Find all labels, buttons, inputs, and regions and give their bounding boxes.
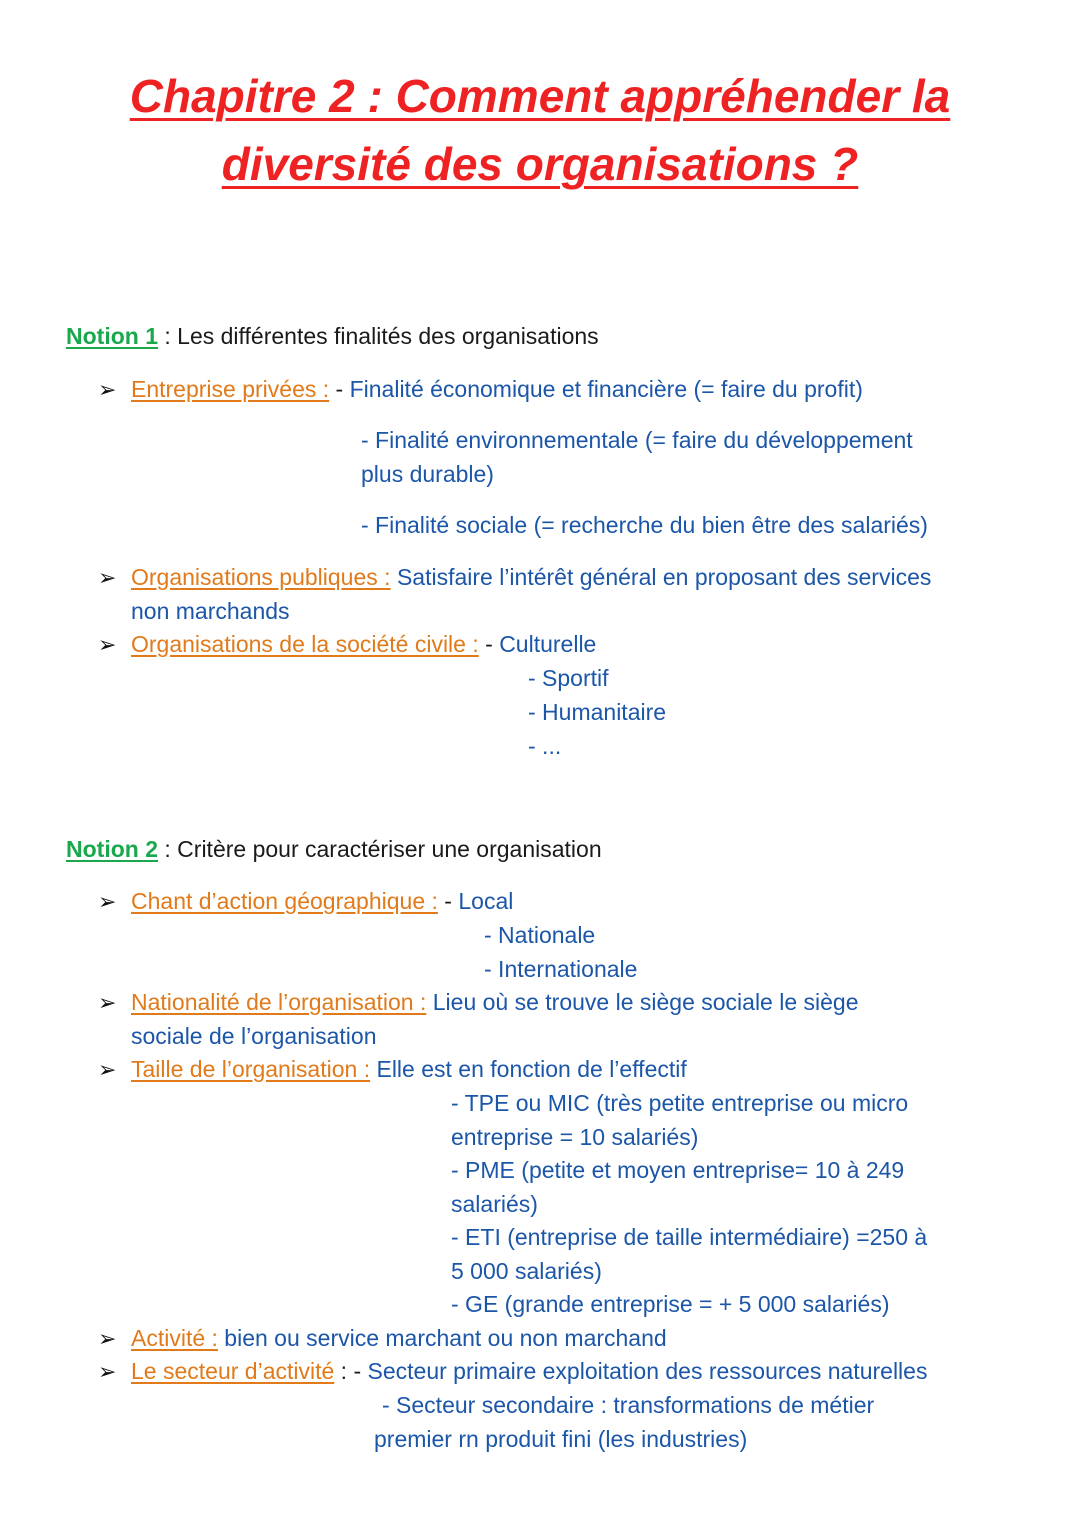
item-sep: - (437, 888, 459, 914)
sub-item-ge: - GE (grande entreprise = + 5 000 salariés) (451, 1291, 890, 1317)
sub-item-continuation: plus durable) (361, 461, 494, 487)
item-text: Satisfaire l’intérêt général en proposant des services (390, 564, 932, 590)
item-label: Le secteur d’activité (131, 1358, 335, 1384)
item-text: Local (458, 888, 514, 914)
notion-2-text: Critère pour caractériser une organisation (177, 836, 602, 862)
chapter-title-line-1: Chapitre 2 : Comment appréhender la (129, 70, 951, 122)
item-sep: - (329, 376, 350, 402)
item-label: Chant d’action géographique : (131, 888, 438, 914)
item-text: Finalité économique et financière (= faire du profit) (349, 376, 863, 402)
arrow-bullet-icon: ➢ (98, 1359, 117, 1384)
arrow-bullet-icon: ➢ (98, 1326, 117, 1351)
sub-item: - Humanitaire (528, 699, 667, 725)
item-label: Organisations publiques : (131, 564, 391, 590)
arrow-bullet-icon: ➢ (98, 990, 117, 1015)
item-activite (131, 1326, 667, 1351)
notion-1-label: Notion 1 (66, 323, 158, 349)
arrow-bullet-icon: ➢ (98, 889, 117, 914)
item-nationalite (131, 990, 859, 1015)
item-entreprise-privees (131, 377, 863, 402)
arrow-bullet-icon: ➢ (98, 632, 117, 657)
sub-item-continuation: entreprise = 10 salariés) (451, 1124, 699, 1150)
item-label: Nationalité de l’organisation : (131, 989, 427, 1015)
item-sep: : - (334, 1358, 368, 1384)
notion-2-label: Notion 2 (66, 836, 158, 862)
notion-2-sep: : (158, 836, 178, 862)
item-sep: - (478, 631, 500, 657)
item-label: Entreprise privées : (131, 376, 330, 402)
item-text: Lieu où se trouve le siège sociale le siège (426, 989, 859, 1015)
sub-item: - Nationale (484, 922, 596, 948)
sub-item-continuation: premier rn produit fini (les industries) (374, 1426, 748, 1452)
item-societe-civile (131, 632, 596, 657)
arrow-bullet-icon: ➢ (98, 1057, 117, 1082)
item-secteur-activite (131, 1359, 927, 1384)
notion-1-sep: : (158, 323, 178, 349)
item-label: Activité : (131, 1325, 218, 1351)
item-text: Elle est en fonction de l’effectif (370, 1056, 687, 1082)
sub-item-eti: - ETI (entreprise de taille intermédiaire) =250 à (451, 1224, 928, 1250)
sub-item: - Finalité sociale (= recherche du bien être des salariés) (361, 512, 928, 538)
item-text: Culturelle (499, 631, 597, 657)
sub-item: - Internationale (484, 956, 638, 982)
notion-1-text: Les différentes finalités des organisations (177, 323, 599, 349)
sub-item-pme: - PME (petite et moyen entreprise= 10 à 249 (451, 1157, 905, 1183)
notion-2-heading (66, 837, 602, 862)
sub-item: - Secteur secondaire : transformations de métier (382, 1392, 875, 1418)
sub-item: - ... (528, 733, 562, 759)
sub-item-continuation: salariés) (451, 1191, 538, 1217)
item-taille (131, 1057, 687, 1082)
chapter-title-line-2: diversité des organisations ? (221, 138, 859, 190)
sub-item-tpe: - TPE ou MIC (très petite entreprise ou micro (451, 1090, 909, 1116)
arrow-bullet-icon: ➢ (98, 377, 117, 402)
sub-item: - Finalité environnementale (= faire du développement (361, 427, 913, 453)
sub-item: - Sportif (528, 665, 609, 691)
item-text: bien ou service marchant ou non marchand (217, 1325, 667, 1351)
notion-1-heading (66, 324, 599, 349)
item-organisations-publiques (131, 565, 931, 590)
item-text-continuation: non marchands (131, 598, 290, 624)
item-label: Organisations de la société civile : (131, 631, 479, 657)
item-text: Secteur primaire exploitation des ressources naturelles (367, 1358, 928, 1384)
item-label: Taille de l’organisation : (131, 1056, 371, 1082)
arrow-bullet-icon: ➢ (98, 565, 117, 590)
item-chant-action (131, 889, 513, 914)
item-text-continuation: sociale de l’organisation (131, 1023, 377, 1049)
sub-item-continuation: 5 000 salariés) (451, 1258, 602, 1284)
